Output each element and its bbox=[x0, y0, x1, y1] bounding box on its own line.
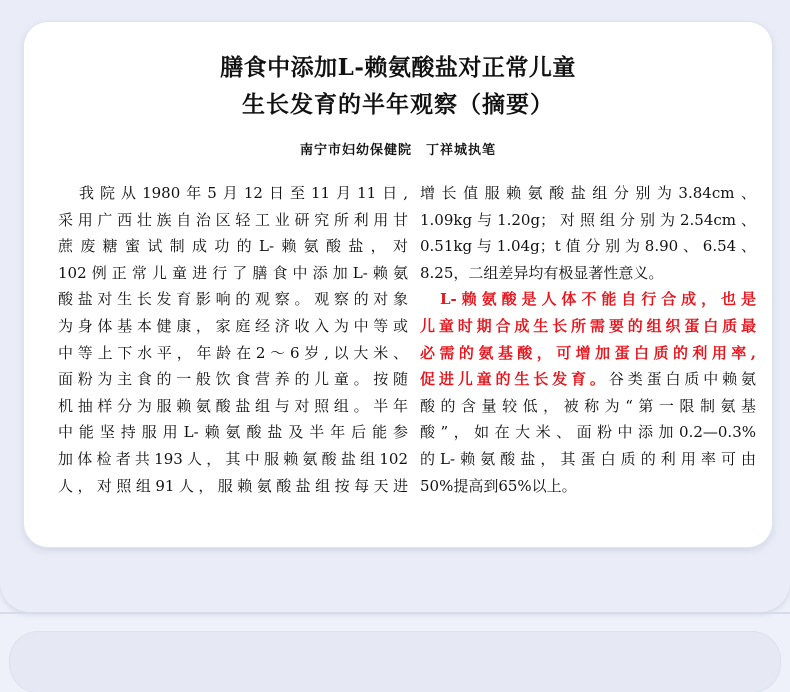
right-text-column bbox=[420, 180, 756, 499]
text-line: 加体检者共193人，其中服赖氨酸盐组102 bbox=[58, 449, 408, 468]
document-title-line1: 膳食中添加L-赖氨酸盐对正常儿童 bbox=[220, 54, 576, 81]
document-title-line2: 生长发育的半年观察（摘要） bbox=[242, 91, 554, 118]
text-line: 1.09kg与1.20g；对照组分别为2.54cm、 bbox=[420, 210, 756, 229]
text-line: 8.25，二组差异均有极显著性意义。 bbox=[420, 263, 664, 282]
text-line: 人，对照组91人，服赖氨酸盐组按每天进 bbox=[58, 476, 408, 495]
text-line: 酸的含量较低，被称为“第一限制氨基 bbox=[420, 396, 756, 415]
text-line: 50%提高到65%以上。 bbox=[420, 476, 577, 495]
highlighted-text: 促进儿童的生长发育。 bbox=[420, 370, 609, 389]
bottom-panel bbox=[10, 632, 780, 692]
section-divider bbox=[0, 612, 790, 614]
highlighted-text-line: 必需的氨基酸，可增加蛋白质的利用率, bbox=[420, 343, 756, 362]
text-line: 为身体基本健康，家庭经济收入为中等或 bbox=[58, 316, 408, 335]
highlighted-text-line: 儿童时期合成生长所需要的组织蛋白质最 bbox=[420, 316, 756, 335]
text-line: 102例正常儿童进行了膳食中添加L-赖氨 bbox=[58, 263, 408, 282]
document-card bbox=[24, 22, 772, 547]
left-text-column bbox=[58, 180, 408, 499]
text-line: 我院从1980年5月12日至11月11日, bbox=[58, 184, 408, 202]
highlighted-text-line: L-赖氨酸是人体不能自行合成，也是 bbox=[420, 290, 756, 309]
text-line: 采用广西壮族自治区轻工业研究所利用甘 bbox=[58, 210, 408, 229]
text-line: 蔗废糖蜜试制成功的L-赖氨酸盐，对 bbox=[58, 237, 408, 256]
text-line: 酸”，如在大米、面粉中添加0.2—0.3% bbox=[420, 423, 756, 442]
text-line: 的L-赖氨酸盐，其蛋白质的利用率可由 bbox=[420, 449, 756, 468]
mixed-text-line bbox=[420, 366, 756, 393]
text-line: 中等上下水平，年龄在2～6岁,以大米、 bbox=[58, 343, 408, 362]
body-text: 谷类蛋白质中赖氨 bbox=[608, 370, 756, 389]
author-byline: 南宁市妇幼保健院 丁祥城执笔 bbox=[299, 143, 496, 158]
text-line: 面粉为主食的一般饮食营养的儿童。按随 bbox=[58, 370, 408, 389]
text-line: 中能坚持服用L-赖氨酸盐及半年后能参 bbox=[58, 423, 408, 442]
text-line: 机抽样分为服赖氨酸盐组与对照组。半年 bbox=[58, 396, 408, 415]
text-line: 0.51kg与1.04g；t值分别为8.90、6.54、 bbox=[420, 237, 756, 256]
text-line: 酸盐对生长发育影响的观察。观察的对象 bbox=[58, 290, 408, 309]
text-line: 增长值服赖氨酸盐组分别为3.84cm、 bbox=[420, 184, 756, 202]
